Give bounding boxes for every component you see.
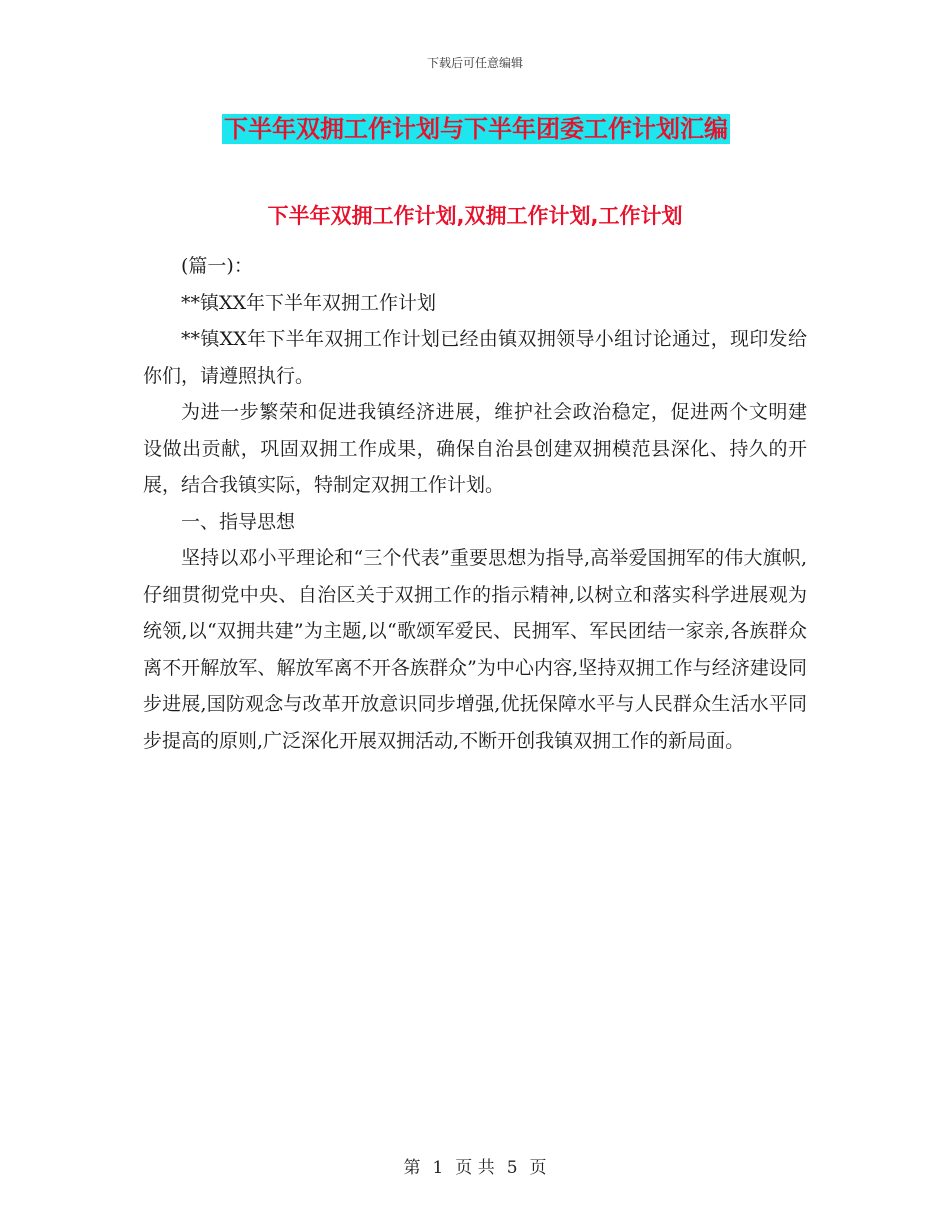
download-note: 下载后可任意编辑 xyxy=(426,56,523,70)
paragraph-guiding-heading: 一、指导思想 xyxy=(181,510,296,533)
document-title: 下半年双拥工作计划与下半年团委工作计划汇编 xyxy=(224,115,728,143)
paragraph-part-one: (篇一)： xyxy=(181,255,253,277)
paragraph-plan-heading: **镇XX年下半年双拥工作计划 xyxy=(181,291,437,314)
footer-total-pages: 5 xyxy=(506,1158,518,1178)
document-body xyxy=(143,248,807,759)
paragraph-guiding-thought: 坚持以邓小平理论和“三个代表”重要思想为指导,高举爱国拥军的伟大旗帜,仔细贯彻党中央、自治区关于双拥工作的指示精神,以树立和落实科学进展观为统领,以“双拥共建”为主题,以“歌颂军爱民、民拥军、军民团结一家亲,各族群众离不开解放军、解放军离不开各族群众”为中心内容,坚持双拥工作与经济建设同步进展,国防观念与改革开放意识同步增强,优抚保障水平与人民群众生活水平同步提高的原则,广泛深化开展双拥活动,不断开创我镇双拥工作的新局面。 xyxy=(143,547,807,752)
footer-label-page: 第 xyxy=(403,1158,421,1178)
footer-current-page: 1 xyxy=(432,1158,444,1178)
paragraph-purpose: 为进一步繁荣和促进我镇经济进展，维护社会政治稳定，促进两个文明建设做出贡献，巩固双拥工作成果，确保自治县创建双拥模范县深化、持久的开展，结合我镇实际，特制定双拥工作计划。 xyxy=(143,401,807,496)
page-footer xyxy=(0,1153,950,1178)
paragraph-notice: **镇XX年下半年双拥工作计划已经由镇双拥领导小组讨论通过，现印发给你们，请遵照执行。 xyxy=(143,328,807,387)
footer-label-of: 页 共 xyxy=(455,1158,495,1178)
footer-label-end: 页 xyxy=(529,1158,547,1178)
section-title: 下半年双拥工作计划,双拥工作计划,工作计划 xyxy=(267,204,683,228)
